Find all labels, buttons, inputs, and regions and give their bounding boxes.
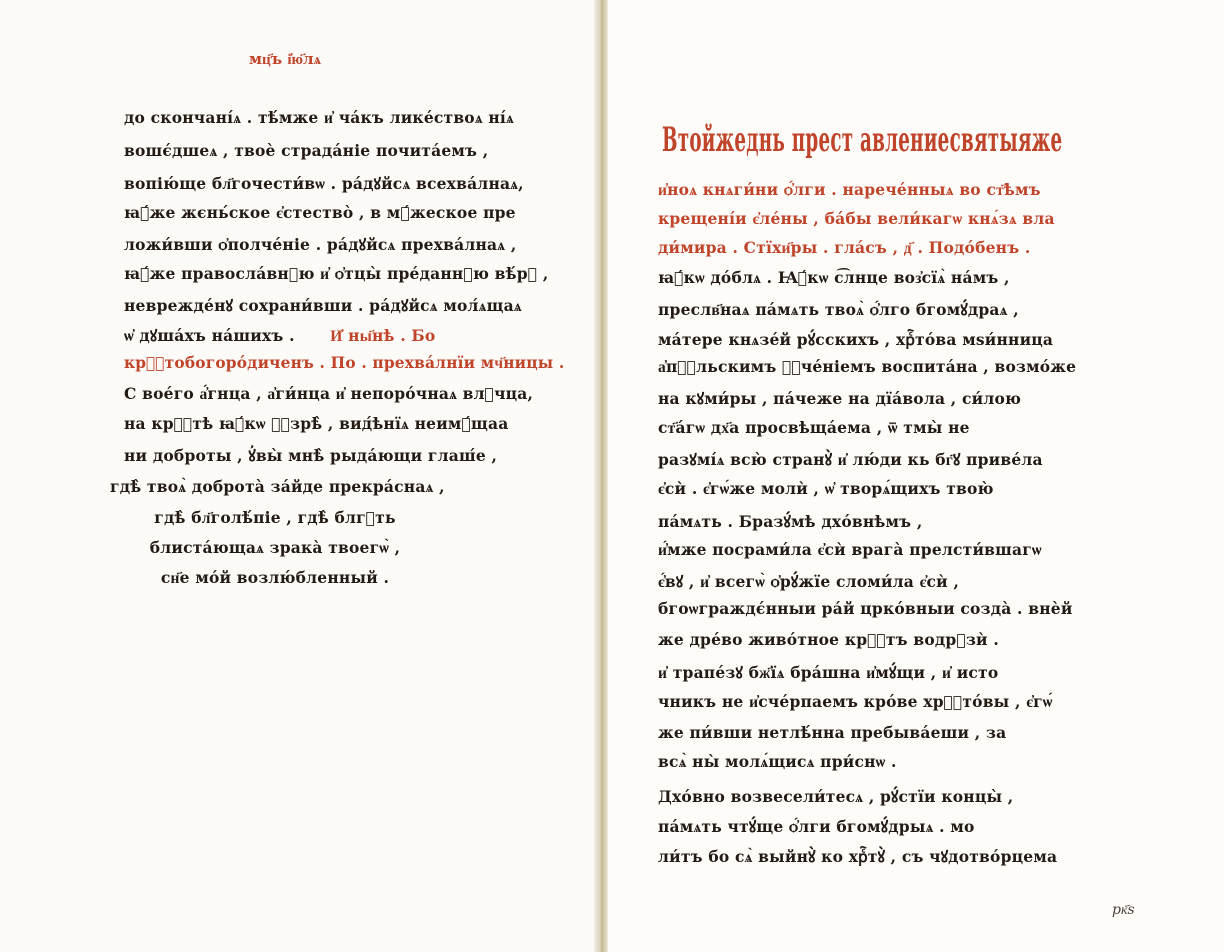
text-line: бгоѡграждє́нныи ра́й црко́вныи созда̀ . внѐй bbox=[658, 599, 1073, 618]
text-line: вопію́ще бл҃гочести́вѡ . ра́дꙋйсѧ всехва́лнаѧ, bbox=[124, 174, 524, 193]
text-line: є҆сѝ . є҆гѡ́же молѝ , ѡ҆ творѧ́щихъ твою̀ bbox=[658, 479, 994, 498]
text-line: ꙗ҆́же жєнь́ское є҆стество̀ , в мꙋ́жеское пре bbox=[124, 203, 516, 222]
text-line: ꙗ҆́кѡ до́блѧ . Ꙗ҆́кѡ с͡лнце воз҆сїѧ̀ на́мъ , bbox=[658, 268, 1010, 287]
text-line: на кꙋми́ры , па́чеже на дїа́вола , си́лою bbox=[658, 389, 1022, 408]
section-title: Втойжеднь прест авлениесвятыяже bbox=[662, 120, 1063, 160]
text-line: разꙋмі́ѧ всю̀ странꙋ̀ и҆ лю́ди кь бг҃ꙋ приве́ла bbox=[658, 450, 1043, 469]
book-gutter bbox=[594, 0, 608, 952]
rubric-line: крещені́и є҆ле́ны , ба́бы вели́кагѡ кнѧ́зѧ вла bbox=[658, 209, 1055, 228]
text-line: на крⷭ҇тѣ ꙗ҆́кѡ ꙋ҆зрѣ̀ , вид́ѣнїѧ неимꙋ́щаа bbox=[124, 414, 509, 433]
text-line: и҆́мже посрами́ла є҆сѝ врага̀ прелсти́вшагѡ bbox=[658, 540, 1042, 559]
running-head: мц҃ъ і҆ю҃лѧ bbox=[248, 50, 322, 68]
text-line-body: ѡ҆ дꙋша́хъ на́шихъ . bbox=[124, 326, 295, 345]
text-line: вошє́дшеѧ , твоѐ страда́ніе почита́емъ , bbox=[124, 141, 489, 160]
text-line: же пи́вши нетлѣ́нна пребыва́еши , за bbox=[658, 723, 1007, 742]
text-line: ꙗ҆́же правосла́внꙋю и҆ ѻ҆тцы̀ пре́даннꙋю вѣ́рꙋ , bbox=[124, 264, 549, 283]
text-line: па́мѧть . Бразꙋ́мѣ дхо́внѣмъ , bbox=[658, 512, 923, 531]
text-line: до скончані́ѧ . тѣ́мже и҆ ча́къ лике́ствоѧ ні́ѧ bbox=[124, 108, 514, 127]
text-line: є҆́вꙋ , и҆ всегѡ̀ ѻ҆рꙋ́жїе сломи́ла є҆сѝ , bbox=[658, 572, 960, 591]
folio-number: рк҃ѕ bbox=[1112, 902, 1135, 918]
text-line: преслв҃наѧ па́мѧть твоѧ̀ ѻ҆́лго бгомꙋ́драѧ , bbox=[658, 300, 1019, 319]
text-line bbox=[124, 324, 435, 346]
rubric-text: И҆ ны҃нѣ . Бо bbox=[330, 326, 436, 345]
text-line: С вое́го а҆́гнца , а҆ги́нца и҆ непоро́чнаѧ влⷣчца, bbox=[124, 384, 534, 403]
text-line: гдѣ̀ твоѧ̀ доброта̀ за́йде прекра́снаѧ , bbox=[110, 477, 445, 496]
text-line: ли́тъ бо сѧ̀ выйнꙋ̀ ко хрⷭ҇тꙋ̀ , съ чꙋдотво́рцема bbox=[658, 847, 1058, 866]
text-line: блиста́ющаѧ зрака̀ твоегѡ̀ , bbox=[149, 538, 401, 557]
text-line: неврежде́нꙋ сохрани́вши . ра́дꙋйсѧ мол́ѧщаѧ bbox=[124, 296, 522, 315]
text-line: па́мѧть чтꙋ́ще ѻ҆́лги бгомꙋ́дрыѧ . мо bbox=[658, 817, 975, 836]
text-line: же дре́во живо́тное крⷭ҇тъ водрꙋзѝ . bbox=[658, 630, 999, 649]
text-line: Дхо́вно возвесели́тесѧ , рꙋ́стїи концы̀ , bbox=[658, 787, 1014, 806]
text-line: ст҃а́гѡ дх҃а просвѣща́ема , ѿ тмы̀ не bbox=[658, 418, 970, 437]
text-line: ложи́вши ѻ҆полче́ніе . ра́дꙋйсѧ прехва́лнаѧ , bbox=[124, 235, 517, 254]
rubric-line: крⷭ҇тобогоро́диченъ . По . прехва́лнїи мч҃ницы . bbox=[124, 353, 565, 372]
text-line: а҆пⷭ҇льскимъ ꙋ҆че́ніемъ воспита́на , возмо́же bbox=[658, 357, 1077, 376]
text-line: чникъ не и҆сче́рпаемъ кро́ве хрⷭ҇то́вы , є҆гѡ́ bbox=[658, 692, 1053, 711]
text-line: ма́тере кнѧзе́й рꙋ́сскихъ , хрⷭ҇то́ва мѕи́нница bbox=[658, 330, 1054, 349]
text-line: ни доброты , ꙋ҆вы̀ мнѣ̀ рыда́ющи глаш́е , bbox=[124, 446, 498, 465]
text-line: гдѣ̀ бл҃голѣ́піе , гдѣ̀ блгⷣть bbox=[154, 508, 396, 527]
left-page bbox=[0, 0, 596, 952]
text-line: сн҃е мо́й возлю́бленный . bbox=[160, 568, 390, 587]
rubric-line: и҆ноѧ кнѧги́ни ѻ҆́лги . нарече́нныѧ во ст҃ѣмъ bbox=[658, 180, 1041, 199]
text-line: всѧ̀ ны̀ молѧ́щисѧ при́снѡ . bbox=[658, 752, 897, 771]
text-line: и҆ трапе́зꙋ бж҃їѧ бра́шна и҆мꙋ́щи , и҆ исто bbox=[658, 663, 999, 682]
rubric-line: ди́мира . Стїхи҃ры . гла́съ , д҃ . Подо́бенъ . bbox=[658, 238, 1031, 257]
